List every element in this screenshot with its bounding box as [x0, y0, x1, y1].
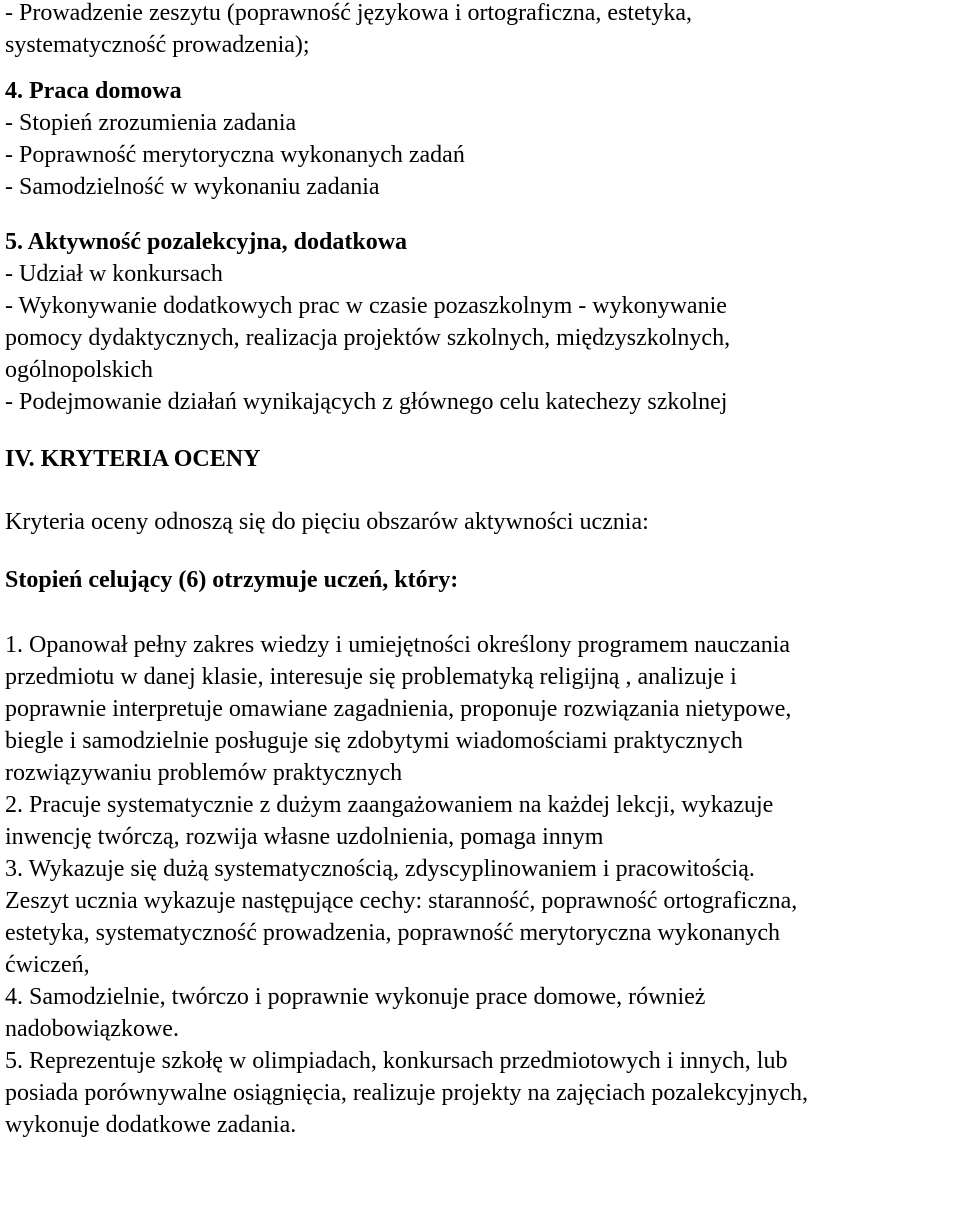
document-page — [5, 0, 960, 1141]
section-heading-activity: 5. Aktywność pozalekcyjna, dodatkowa — [5, 229, 408, 255]
grade-heading: Stopień celujący (6) otrzymuje uczeń, który: — [5, 567, 459, 593]
criteria-line: nadobowiązkowe. — [5, 1016, 179, 1042]
text-line: ogólnopolskich — [5, 357, 153, 383]
criteria-line: biegle i samodzielnie posługuje się zdobytymi wiadomościami praktycznych — [5, 728, 743, 754]
list-item: - Podejmowanie działań wynikających z głównego celu katechezy szkolnej — [5, 389, 728, 415]
criteria-line: 3. Wykazuje się dużą systematycznością, zdyscyplinowaniem i pracowitością. — [5, 856, 755, 882]
criteria-line: posiada porównywalne osiągnięcia, realizuje projekty na zajęciach pozalekcyjnych, — [5, 1080, 808, 1106]
criteria-line: inwencję twórczą, rozwija własne uzdolnienia, pomaga innym — [5, 824, 604, 850]
criteria-line: 2. Pracuje systematycznie z dużym zaangażowaniem na każdej lekcji, wykazuje — [5, 792, 774, 818]
criteria-line: wykonuje dodatkowe zadania. — [5, 1112, 297, 1138]
criteria-line: Zeszyt ucznia wykazuje następujące cechy: staranność, poprawność ortograficzna, — [5, 888, 798, 914]
criteria-intro: Kryteria oceny odnoszą się do pięciu obszarów aktywności ucznia: — [5, 509, 649, 535]
section-heading-criteria: IV. KRYTERIA OCENY — [5, 446, 261, 472]
criteria-line: ćwiczeń, — [5, 952, 90, 978]
criteria-line: rozwiązywaniu problemów praktycznych — [5, 760, 403, 786]
list-item: - Wykonywanie dodatkowych prac w czasie pozaszkolnym - wykonywanie — [5, 293, 727, 319]
criteria-line: 5. Reprezentuje szkołę w olimpiadach, konkursach przedmiotowych i innych, lub — [5, 1048, 788, 1074]
section-heading-homework: 4. Praca domowa — [5, 78, 182, 104]
list-item: - Poprawność merytoryczna wykonanych zadań — [5, 142, 465, 168]
criteria-line: poprawnie interpretuje omawiane zagadnienia, proponuje rozwiązania nietypowe, — [5, 696, 792, 722]
criteria-line: przedmiotu w danej klasie, interesuje się problematyką religijną , analizuje i — [5, 664, 737, 690]
list-item: - Udział w konkursach — [5, 261, 223, 287]
text-line: pomocy dydaktycznych, realizacja projektów szkolnych, międzyszkolnych, — [5, 325, 731, 351]
criteria-line: estetyka, systematyczność prowadzenia, poprawność merytoryczna wykonanych — [5, 920, 781, 946]
list-item: - Stopień zrozumienia zadania — [5, 110, 297, 136]
criteria-line: 4. Samodzielnie, twórczo i poprawnie wykonuje prace domowe, również — [5, 984, 706, 1010]
text-line: systematyczność prowadzenia); — [5, 32, 310, 58]
text-line: - Prowadzenie zeszytu (poprawność językowa i ortograficzna, estetyka, — [5, 0, 693, 26]
criteria-line: 1. Opanował pełny zakres wiedzy i umiejętności określony programem nauczania — [5, 632, 791, 658]
list-item: - Samodzielność w wykonaniu zadania — [5, 174, 380, 200]
